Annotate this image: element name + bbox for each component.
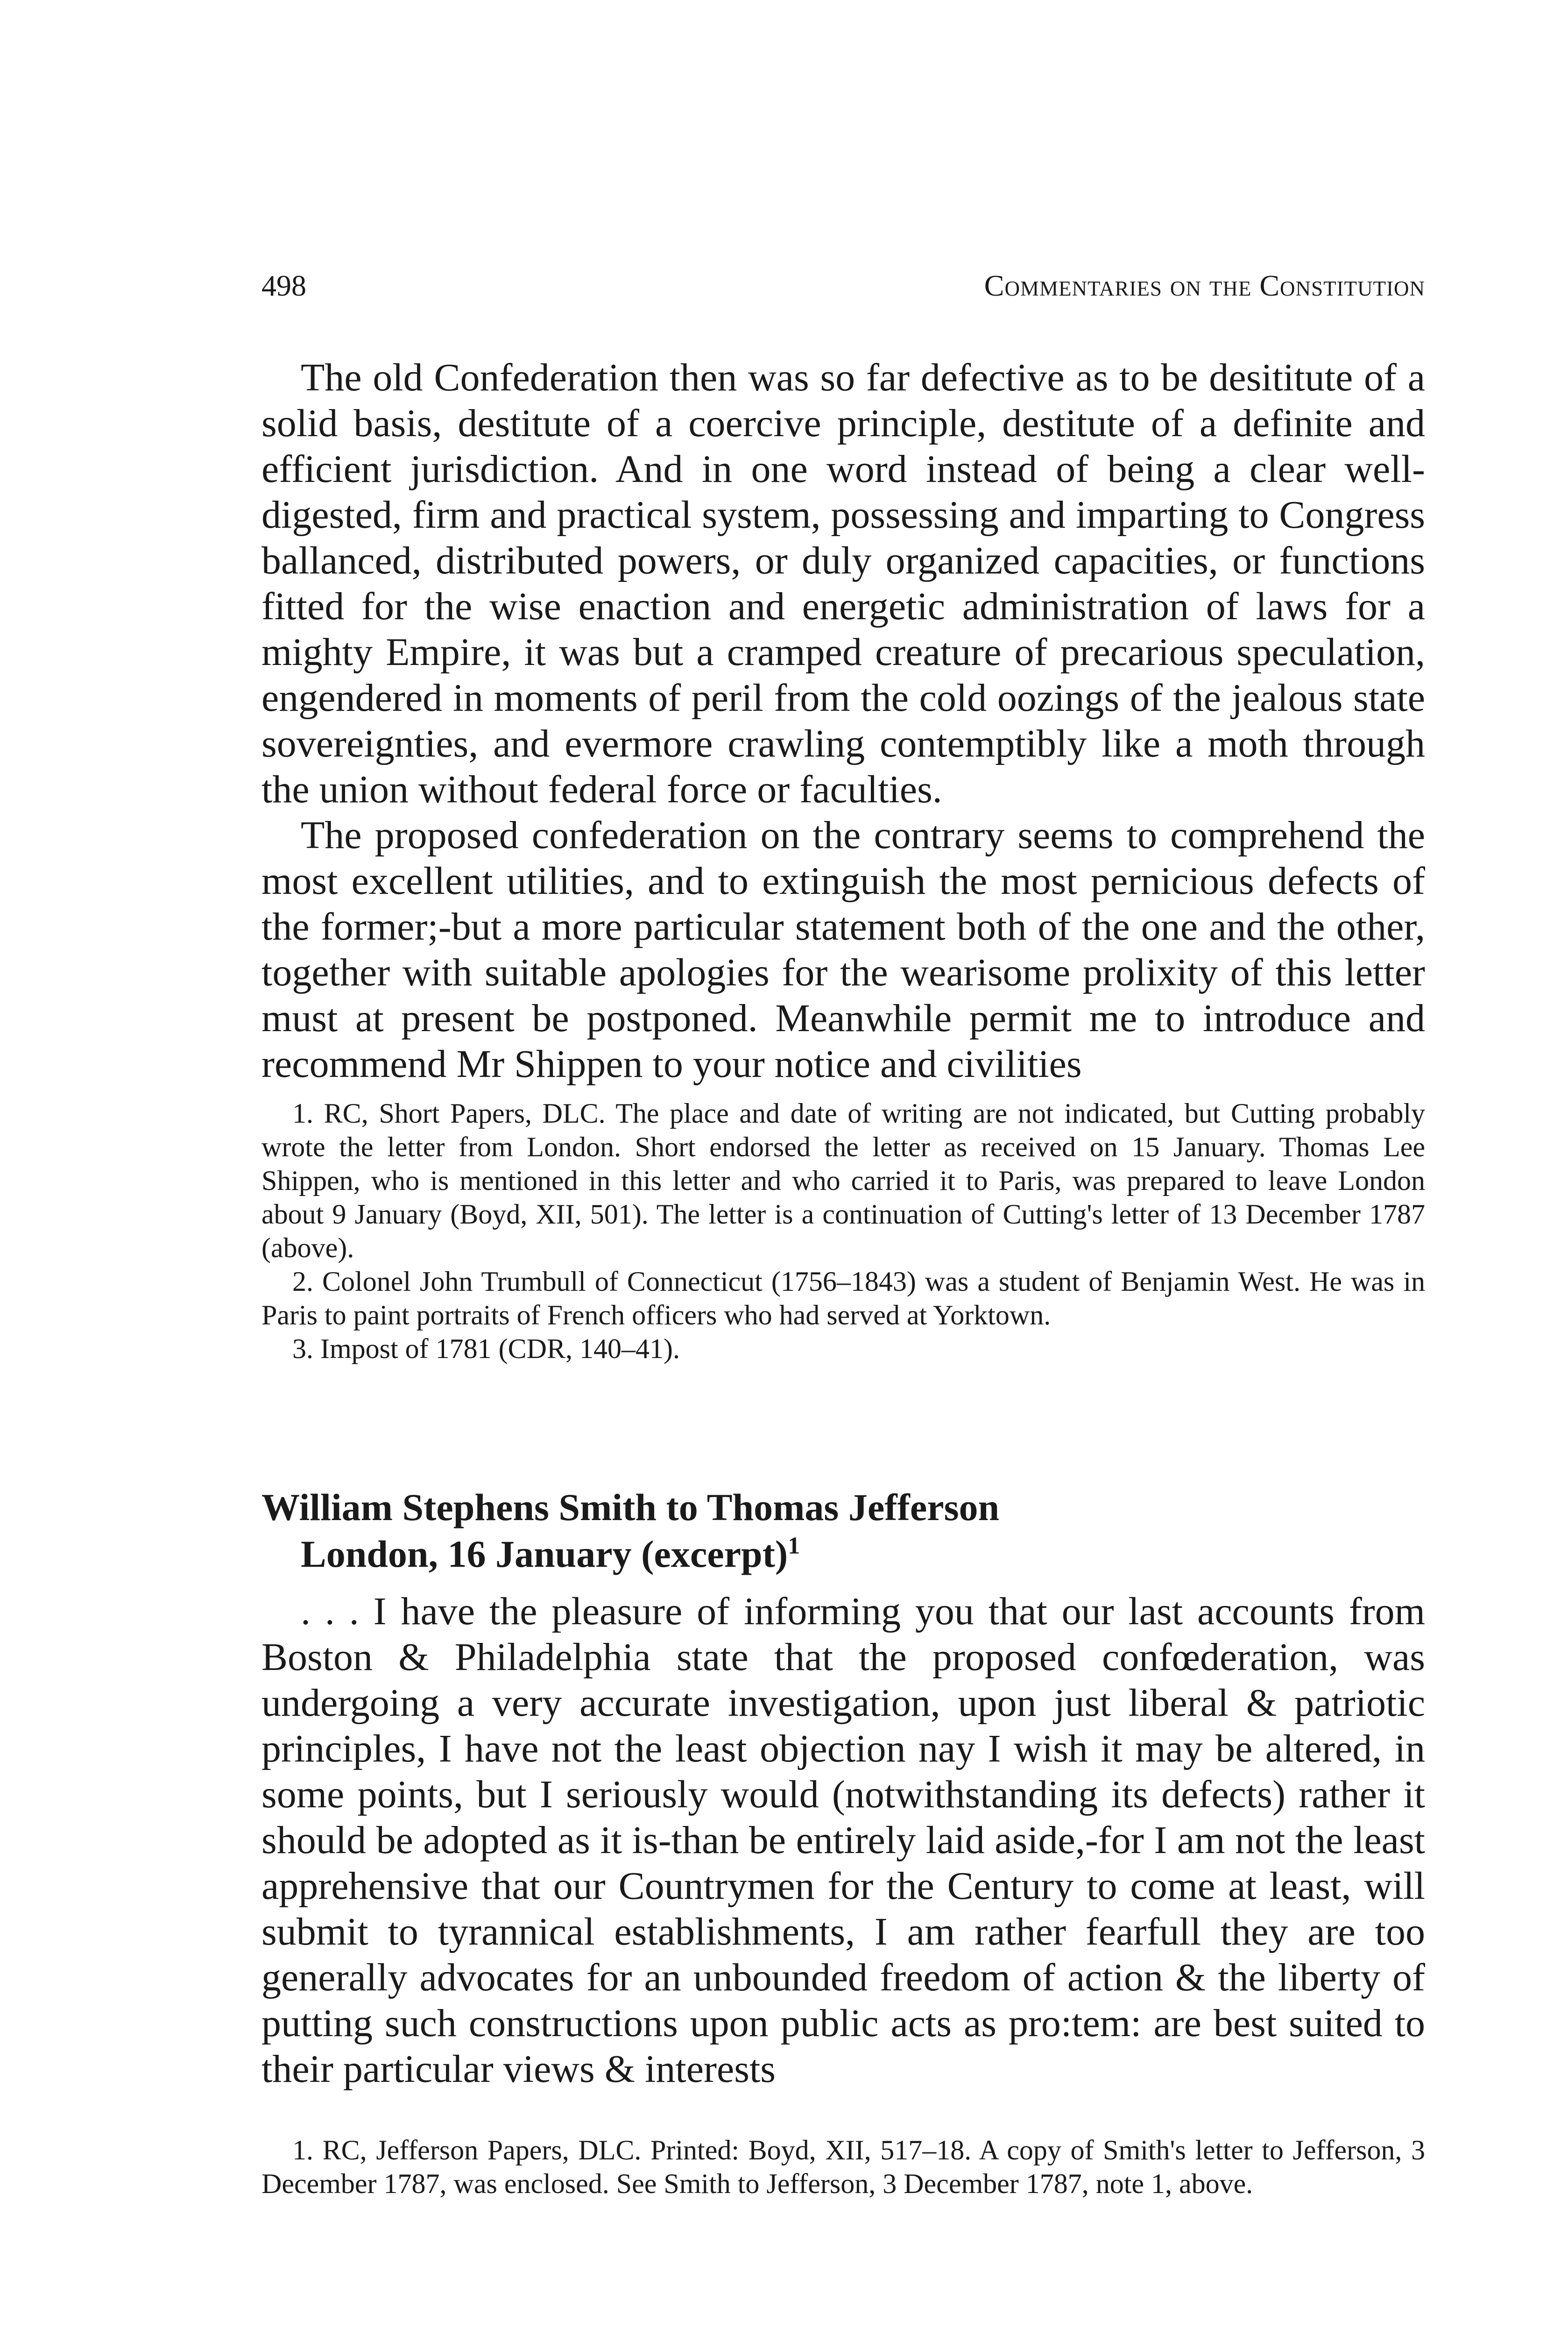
footnote: 3. Impost of 1781 (CDR, 140–41). [292,1333,680,1364]
document-title: William Stephens Smith to Thomas Jefferson [261,1486,1000,1528]
footnote: 1. RC, Short Papers, DLC. The place and date of writing are not indicated, but Cutting probably wrote the letter from London. Short endorsed the letter as received on 15 January. Thomas Lee Shippen, who is mentioned in this letter and who carried it to Paris, was prepared to leave London about 9 January (Boyd, XII, 501). The letter is a continuation of Cutting's letter of 13 December 1787 (above). [261,1098,1425,1263]
footnote: 2. Colonel John Trumbull of Connecticut (1756–1843) was a student of Benjamin West. He was in Paris to paint portraits of French officers who had served at Yorktown. [261,1266,1425,1330]
body-paragraph: The old Confederation then was so far defective as to be desititute of a solid basis, destitute of a coercive principle, destitute of a definite and efficient jurisdiction. And in one word instead of being a clear well-digested, firm and practical system, possessing and imparting to Congress ballanced, distributed powers, or duly organized capacities, or functions fitted for the wise enaction and energetic administration of laws for a mighty Empire, it was but a cramped creature of precarious speculation, engendered in moments of peril from the cold oozings of the jealous state sovereignties, and evermore crawling contemptibly like a moth through the union without federal force or faculties. [261,356,1425,811]
page-header [261,267,1425,304]
cutting-letter-body [261,355,1425,1087]
footnote: 1. RC, Jefferson Papers, DLC. Printed: Boyd, XII, 517–18. A copy of Smith's letter to Jefferson, 3 December 1787, was enclosed. See Smith to Jefferson, 3 December 1787, note 1, above. [261,2135,1425,2199]
smith-letter-body [261,1589,1425,2092]
body-paragraph: The proposed confederation on the contrary seems to comprehend the most excellent utilities, and to extinguish the most pernicious defects of the former;-but a more particular statement both of the one and the other, together with suitable apologies for the wearisome prolixity of this letter must at present be postponed. Meanwhile permit me to introduce and recommend Mr Shippen to your notice and civilities [261,814,1425,1086]
running-head: Commentaries on the Constitution [984,269,1425,302]
dateline-text: London, 16 January (excerpt) [301,1533,788,1575]
footnote-marker: 1 [788,1532,800,1559]
body-paragraph: . . . I have the pleasure of informing you that our last accounts from Boston & Philadelphia state that the proposed confœderation, was undergoing a very accurate investigation, upon just liberal & patriotic principles, I have not the least objection nay I wish it may be altered, in some points, but I seriously would (notwithstanding its defects) rather it should be adopted as it is-than be entirely laid aside,-for I am not the least apprehensive that our Countrymen for the Century to come at least, will submit to tyrannical establishments, I am rather fearfull they are too generally advocates for an unbounded freedom of action & the liberty of putting such constructions upon public acts as pro:tem: are best suited to their particular views & interests [261,1590,1425,2091]
document-dateline [301,1531,1425,1578]
page-number: 498 [261,269,306,302]
smith-letter-notes [261,2133,1425,2201]
cutting-letter-notes [261,1097,1425,1366]
smith-letter-heading [261,1484,1425,1578]
